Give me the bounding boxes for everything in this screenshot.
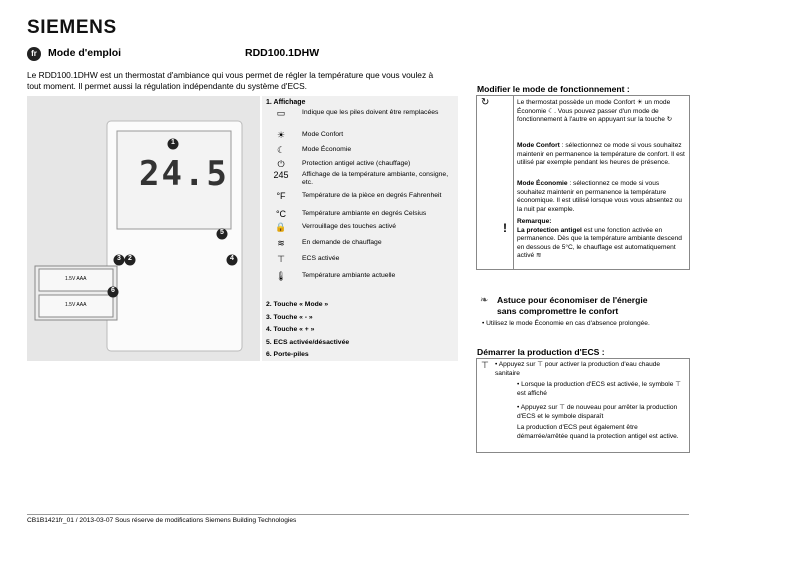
- lock-icon: 🔒: [275, 222, 287, 232]
- ecs-bullet-3: • Appuyez sur ⊤ de nouveau pour arrêter la production d'ECS et le symbole disparaît: [517, 404, 678, 420]
- callout-3: 3: [117, 255, 121, 262]
- heating-icon: ≋: [277, 238, 285, 248]
- ecs-box: [476, 358, 690, 453]
- confort-paragraph: Mode Confort : sélectionnez ce mode si vous souhaitez maintenir en permanence la température de confort. Il est utilisé par exemple pendant les heures de présence.: [517, 142, 685, 167]
- intro-text: Le RDD100.1DHW est un thermostat d'ambiance qui vous permet de régler la température que vous voulez à tout moment. Il permet aussi la régulation indépendante du système d'ECS.: [27, 70, 434, 91]
- legend-item-5: 5. ECS activée/désactivée: [266, 339, 350, 346]
- callout-5: 5: [220, 229, 224, 236]
- power-icon: ⏻: [277, 159, 285, 169]
- astuce-title: Astuce pour économiser de l'énergie sans compromettre le confort: [497, 295, 648, 316]
- modifier-intro: Le thermostat possède un mode Confort ☀ un mode Économie ☾. Vous pouvez passer d'un mode de fonctionnement à l'autre en appuyant sur la touche ↻: [517, 99, 673, 124]
- celsius-icon: °C: [275, 209, 287, 219]
- ecs-bullet-1: • Appuyez sur ⊤ pour activer la production d'eau chaude sanitaire: [495, 361, 661, 377]
- leaf-icon: ❧: [480, 295, 489, 306]
- modifier-divider: [513, 96, 514, 269]
- modifier-title: Modifier le mode de fonctionnement :: [477, 84, 630, 94]
- ecs-title: Démarrer la production d'ECS :: [477, 347, 605, 357]
- battery-2-label: 1.5V AAA: [65, 302, 87, 308]
- mode-cycle-icon: ↻: [481, 97, 490, 108]
- astuce-bullet: • Utilisez le mode Économie en cas d'absence prolongée.: [482, 320, 650, 327]
- eco-paragraph: Mode Économie : sélectionnez ce mode si vous souhaitez maintenir en permanence la température économique. Il est utilisé lorsque vous vous absentez ou la nuit par exemple.: [517, 180, 682, 213]
- battery-icon: ▭: [276, 108, 286, 118]
- model-title: RDD100.1DHW: [245, 47, 320, 59]
- footer-divider: [27, 514, 689, 515]
- ecs-paragraph: La production d'ECS peut également être démarrée/arrêtée quand la protection antigel est active.: [517, 424, 679, 440]
- callout-1: 1: [171, 139, 175, 146]
- language-badge: fr: [27, 47, 41, 61]
- legend-item-2: 2. Touche « Mode »: [266, 301, 329, 308]
- moon-icon: ☾: [276, 145, 286, 155]
- thermometer-icon: 🌡: [275, 271, 287, 281]
- footer-text: CB1B1421fr_01 / 2013-03-07 Sous réserve de modifications Siemens Building Technologies: [27, 517, 297, 524]
- callout-6: 6: [111, 287, 115, 294]
- callout-4: 4: [230, 255, 234, 262]
- tap-icon: ⊤: [277, 254, 285, 264]
- ecs-bullet-2: • Lorsque la production d'ECS est activée, le symbole ⊤ est affiché: [517, 381, 681, 397]
- thermostat-drawing: [27, 96, 260, 361]
- remark-paragraph: Remarque: La protection antigel est une fonction activée en permanence. Dès que la température ambiante descend en dessous de 5°C, le chauffage est automatiquement activé ≋: [517, 218, 682, 260]
- siemens-logo: SIEMENS: [27, 17, 117, 38]
- device-illustration: [27, 96, 260, 361]
- modifier-box: [476, 95, 690, 270]
- warning-icon: !: [503, 221, 507, 235]
- legend-item-6: 6. Porte-piles: [266, 351, 309, 358]
- sun-icon: ☀: [276, 130, 286, 140]
- callout-2: 2: [128, 255, 132, 262]
- legend-item-3: 3. Touche « - »: [266, 314, 313, 321]
- digits-icon: 245: [273, 170, 289, 180]
- legend-item-4: 4. Touche « + »: [266, 326, 315, 333]
- battery-1-label: 1.5V AAA: [65, 276, 87, 282]
- legend-title: 1. Affichage: [266, 99, 306, 106]
- display-digits: 24.5: [139, 154, 229, 194]
- page-title: Mode d'emploi: [48, 47, 122, 59]
- fahrenheit-icon: °F: [276, 191, 286, 201]
- ecs-tap-icon: ⊤: [481, 360, 489, 370]
